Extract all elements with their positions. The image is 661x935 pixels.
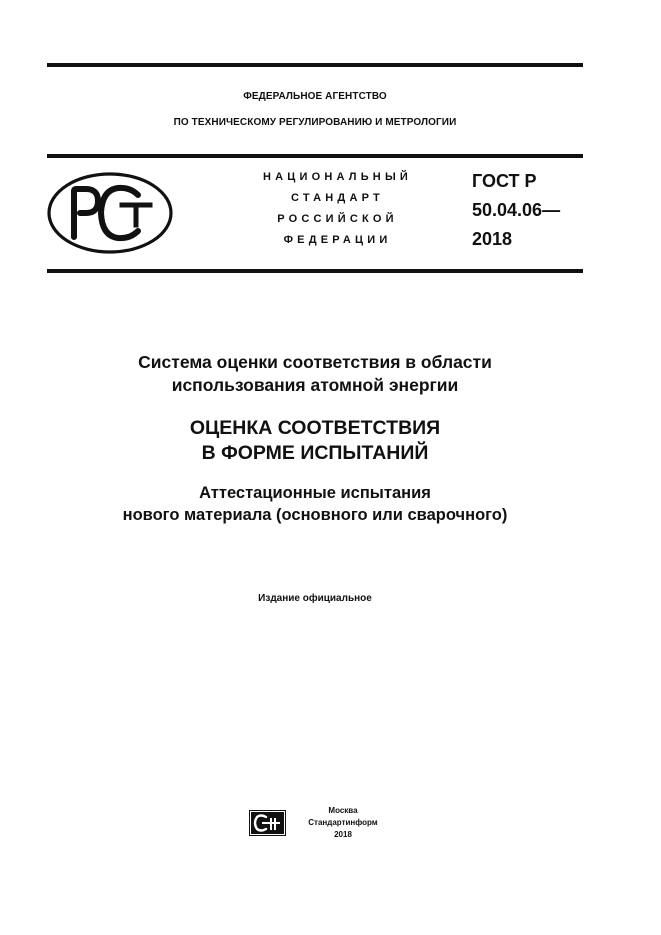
publisher-city: Москва — [328, 806, 358, 815]
title-main-line-1: ОЦЕНКА СООТВЕТСТВИЯ — [189, 417, 441, 439]
title-main-line-2: В ФОРМЕ ИСПЫТАНИЙ — [201, 442, 429, 464]
standard-type-line-4: ФЕДЕРАЦИИ — [283, 234, 392, 246]
publisher-name: Стандартинформ — [308, 818, 378, 827]
standard-type-line-3: РОССИЙСКОЙ — [277, 213, 398, 225]
document-number-line-1: ГОСТ Р — [472, 171, 537, 191]
title-system-line-2: использования атомной энергии — [171, 375, 459, 395]
publisher-year: 2018 — [334, 830, 352, 839]
gost-rst-logo-icon — [46, 171, 174, 255]
title-system-line-1: Система оценки соответствия в области — [138, 352, 492, 372]
agency-name-line-2: ПО ТЕХНИЧЕСКОМУ РЕГУЛИРОВАНИЮ И МЕТРОЛОГИИ — [173, 117, 457, 128]
document-number-line-2: 50.04.06— — [472, 200, 561, 220]
standard-type-line-2: СТАНДАРТ — [291, 192, 384, 204]
top-rule — [47, 63, 583, 67]
title-sub-line-1: Аттестационные испытания — [199, 484, 431, 502]
standartinform-logo-icon — [249, 810, 286, 836]
header-bottom-rule — [47, 269, 583, 273]
header-rule — [47, 154, 583, 158]
edition-note: Издание официальное — [258, 593, 372, 604]
standard-type-line-1: НАЦИОНАЛЬНЫЙ — [262, 171, 413, 183]
title-sub-line-2: нового материала (основного или сварочного) — [122, 506, 508, 524]
document-number-line-3: 2018 — [472, 229, 513, 249]
agency-name-line-1: ФЕДЕРАЛЬНОЕ АГЕНТСТВО — [243, 91, 387, 102]
